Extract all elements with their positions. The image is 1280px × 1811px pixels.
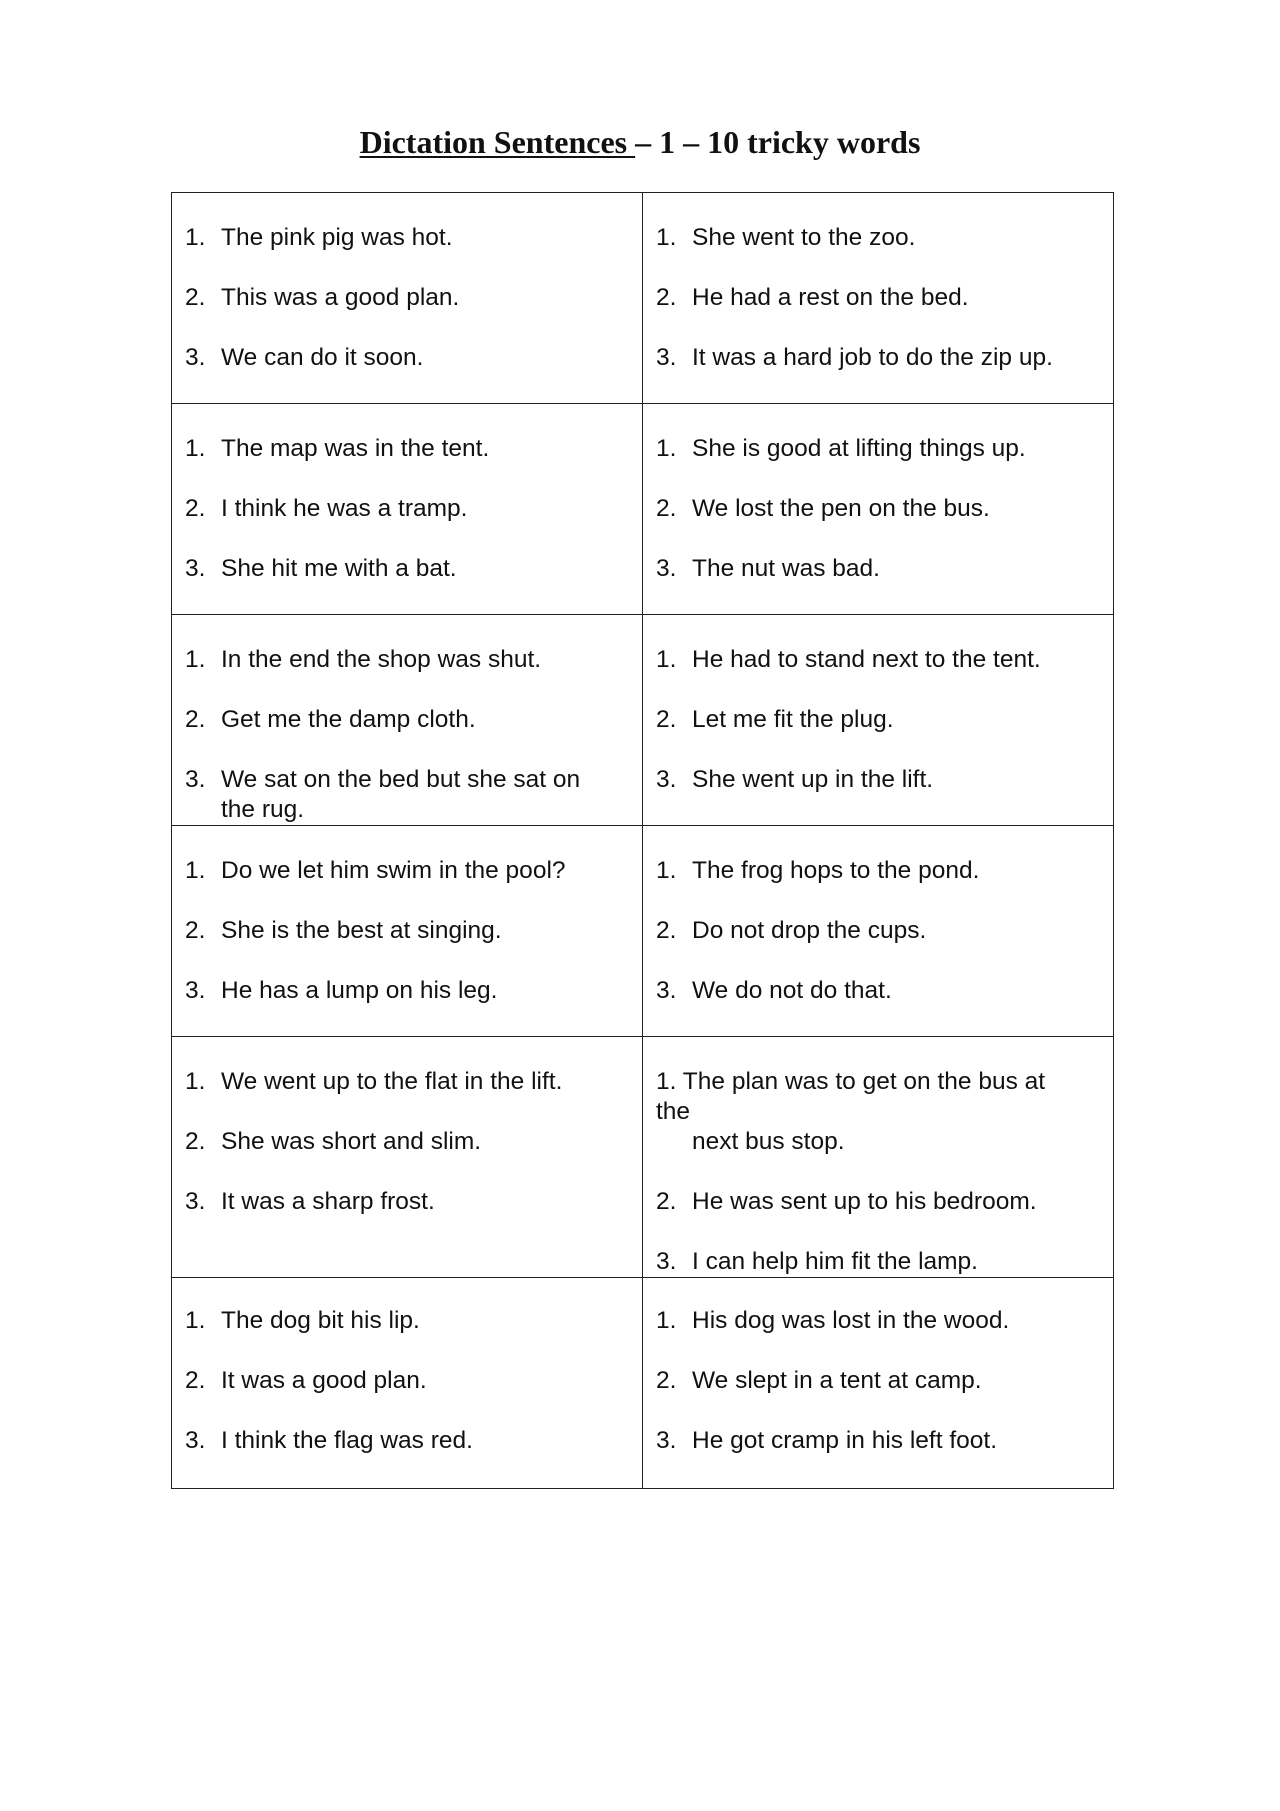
- list-item: [643, 554, 1113, 584]
- item-number: 1.: [656, 646, 677, 673]
- list-item: [172, 554, 642, 584]
- list-item: [172, 1366, 642, 1396]
- item-text: This was a good plan.: [221, 284, 460, 311]
- item-text: We went up to the flat in the lift.: [221, 1068, 563, 1095]
- item-number: 2.: [185, 495, 206, 522]
- item-number: 1.: [185, 1307, 206, 1334]
- table-row: [172, 615, 1114, 826]
- item-number: 2.: [185, 1367, 206, 1394]
- list-item: [643, 494, 1113, 524]
- cell-left: [172, 826, 643, 1037]
- item-text: The nut was bad.: [692, 555, 880, 582]
- item-number: 3.: [656, 555, 677, 582]
- item-text: He had to stand next to the tent.: [692, 646, 1041, 673]
- item-text: Do we let him swim in the pool?: [221, 857, 566, 884]
- item-text: He had a rest on the bed.: [692, 284, 969, 311]
- table-row: [172, 826, 1114, 1037]
- cell-right: [643, 193, 1114, 404]
- item-number: 3.: [656, 1427, 677, 1454]
- item-text: Get me the damp cloth.: [221, 706, 476, 733]
- page-title: [0, 122, 1280, 162]
- item-number: 1.: [656, 224, 677, 251]
- item-text: In the end the shop was shut.: [221, 646, 542, 673]
- list-item: [172, 1306, 642, 1336]
- item-number: 1.: [185, 224, 206, 251]
- list-item-line: next bus stop.: [692, 1128, 845, 1155]
- list-item: [172, 343, 642, 373]
- item-number: 1.: [656, 1307, 677, 1334]
- item-number: 2.: [185, 1128, 206, 1155]
- list-item-line: 1. The plan was to get on the bus at: [656, 1068, 1046, 1095]
- list-item: [172, 1127, 642, 1157]
- item-number: 3.: [185, 766, 206, 793]
- item-number: 2.: [185, 917, 206, 944]
- item-text: I think he was a tramp.: [221, 495, 468, 522]
- item-text: We can do it soon.: [221, 344, 424, 371]
- title-underlined: Dictation Sentences: [359, 124, 636, 160]
- item-number: 3.: [185, 1427, 206, 1454]
- item-text: She is the best at singing.: [221, 917, 502, 944]
- list-item: [643, 916, 1113, 946]
- item-text: I think the flag was red.: [221, 1427, 473, 1454]
- item-text: He got cramp in his left foot.: [692, 1427, 998, 1454]
- list-item: [643, 976, 1113, 1006]
- item-text: She went to the zoo.: [692, 224, 916, 251]
- table-row: [172, 404, 1114, 615]
- item-number: 2.: [185, 706, 206, 733]
- item-text: We sat on the bed but she sat on the rug.: [221, 766, 581, 823]
- item-number: 2.: [656, 1367, 677, 1394]
- cell-left: [172, 1037, 643, 1278]
- item-text: We slept in a tent at camp.: [692, 1367, 982, 1394]
- cell-left: [172, 193, 643, 404]
- item-number: 1.: [185, 1068, 206, 1095]
- list-item: [172, 1426, 642, 1456]
- item-number: 3.: [185, 344, 206, 371]
- title-rest: – 1 – 10 tricky words: [635, 124, 921, 160]
- table-row: [172, 1278, 1114, 1489]
- item-text: She is good at lifting things up.: [692, 435, 1026, 462]
- item-text: He has a lump on his leg.: [221, 977, 498, 1004]
- list-item: [172, 916, 642, 946]
- list-item: [643, 856, 1113, 886]
- item-text: The pink pig was hot.: [221, 224, 453, 251]
- list-item: [643, 283, 1113, 313]
- list-item: [643, 705, 1113, 735]
- cell-right: [643, 404, 1114, 615]
- cell-right: [643, 1037, 1114, 1278]
- item-text: The dog bit his lip.: [221, 1307, 420, 1334]
- item-number: 1.: [185, 857, 206, 884]
- item-number: 2.: [656, 917, 677, 944]
- table-row: [172, 193, 1114, 404]
- item-text: We do not do that.: [692, 977, 892, 1004]
- item-number: 3.: [185, 555, 206, 582]
- item-number: 2.: [185, 284, 206, 311]
- cell-right: [643, 1278, 1114, 1489]
- item-text: She went up in the lift.: [692, 766, 934, 793]
- item-text: The map was in the tent.: [221, 435, 490, 462]
- list-item: [172, 976, 642, 1006]
- item-number: 3.: [656, 1248, 677, 1275]
- list-item: [643, 1247, 1113, 1277]
- item-text: Do not drop the cups.: [692, 917, 927, 944]
- cell-right: [643, 615, 1114, 826]
- item-text: I can help him fit the lamp.: [692, 1248, 978, 1275]
- item-text: She was short and slim.: [221, 1128, 482, 1155]
- list-item: [172, 434, 642, 464]
- list-item: [172, 705, 642, 735]
- list-item: [172, 1187, 642, 1217]
- item-number: 2.: [656, 706, 677, 733]
- item-text: His dog was lost in the wood.: [692, 1307, 1010, 1334]
- item-number: 1.: [185, 435, 206, 462]
- list-item: [172, 1067, 642, 1097]
- table-row: [172, 1037, 1114, 1278]
- list-item: [172, 856, 642, 886]
- item-text: She hit me with a bat.: [221, 555, 457, 582]
- sentence-table: [171, 192, 1114, 1489]
- list-item: [643, 343, 1113, 373]
- item-text: It was a hard job to do the zip up.: [692, 344, 1053, 371]
- item-text: He was sent up to his bedroom.: [692, 1188, 1037, 1215]
- item-text: It was a good plan.: [221, 1367, 427, 1394]
- item-number: 1.: [656, 435, 677, 462]
- list-item: [643, 765, 1113, 795]
- item-text: We lost the pen on the bus.: [692, 495, 990, 522]
- item-number: 2.: [656, 1188, 677, 1215]
- item-text: It was a sharp frost.: [221, 1188, 435, 1215]
- item-number: 2.: [656, 495, 677, 522]
- list-item: [643, 1366, 1113, 1396]
- item-text: The frog hops to the pond.: [692, 857, 980, 884]
- item-number: 1.: [185, 646, 206, 673]
- item-number: 3.: [656, 766, 677, 793]
- list-item: [643, 1306, 1113, 1336]
- list-item: [172, 765, 642, 825]
- cell-left: [172, 615, 643, 826]
- list-item: [172, 494, 642, 524]
- cell-left: [172, 1278, 643, 1489]
- list-item: [172, 283, 642, 313]
- list-item: [643, 434, 1113, 464]
- item-number: 3.: [185, 1188, 206, 1215]
- list-item: [643, 1187, 1113, 1217]
- cell-right: [643, 826, 1114, 1037]
- list-item: [643, 645, 1113, 675]
- list-item: [643, 223, 1113, 253]
- item-number: 1.: [656, 857, 677, 884]
- item-number: 2.: [656, 284, 677, 311]
- item-number: 3.: [656, 977, 677, 1004]
- list-item: [172, 223, 642, 253]
- cell-left: [172, 404, 643, 615]
- item-number: 3.: [185, 977, 206, 1004]
- list-item: [172, 645, 642, 675]
- item-text: Let me fit the plug.: [692, 706, 894, 733]
- list-item: [643, 1426, 1113, 1456]
- list-item-line: the: [656, 1098, 691, 1125]
- item-number: 3.: [656, 344, 677, 371]
